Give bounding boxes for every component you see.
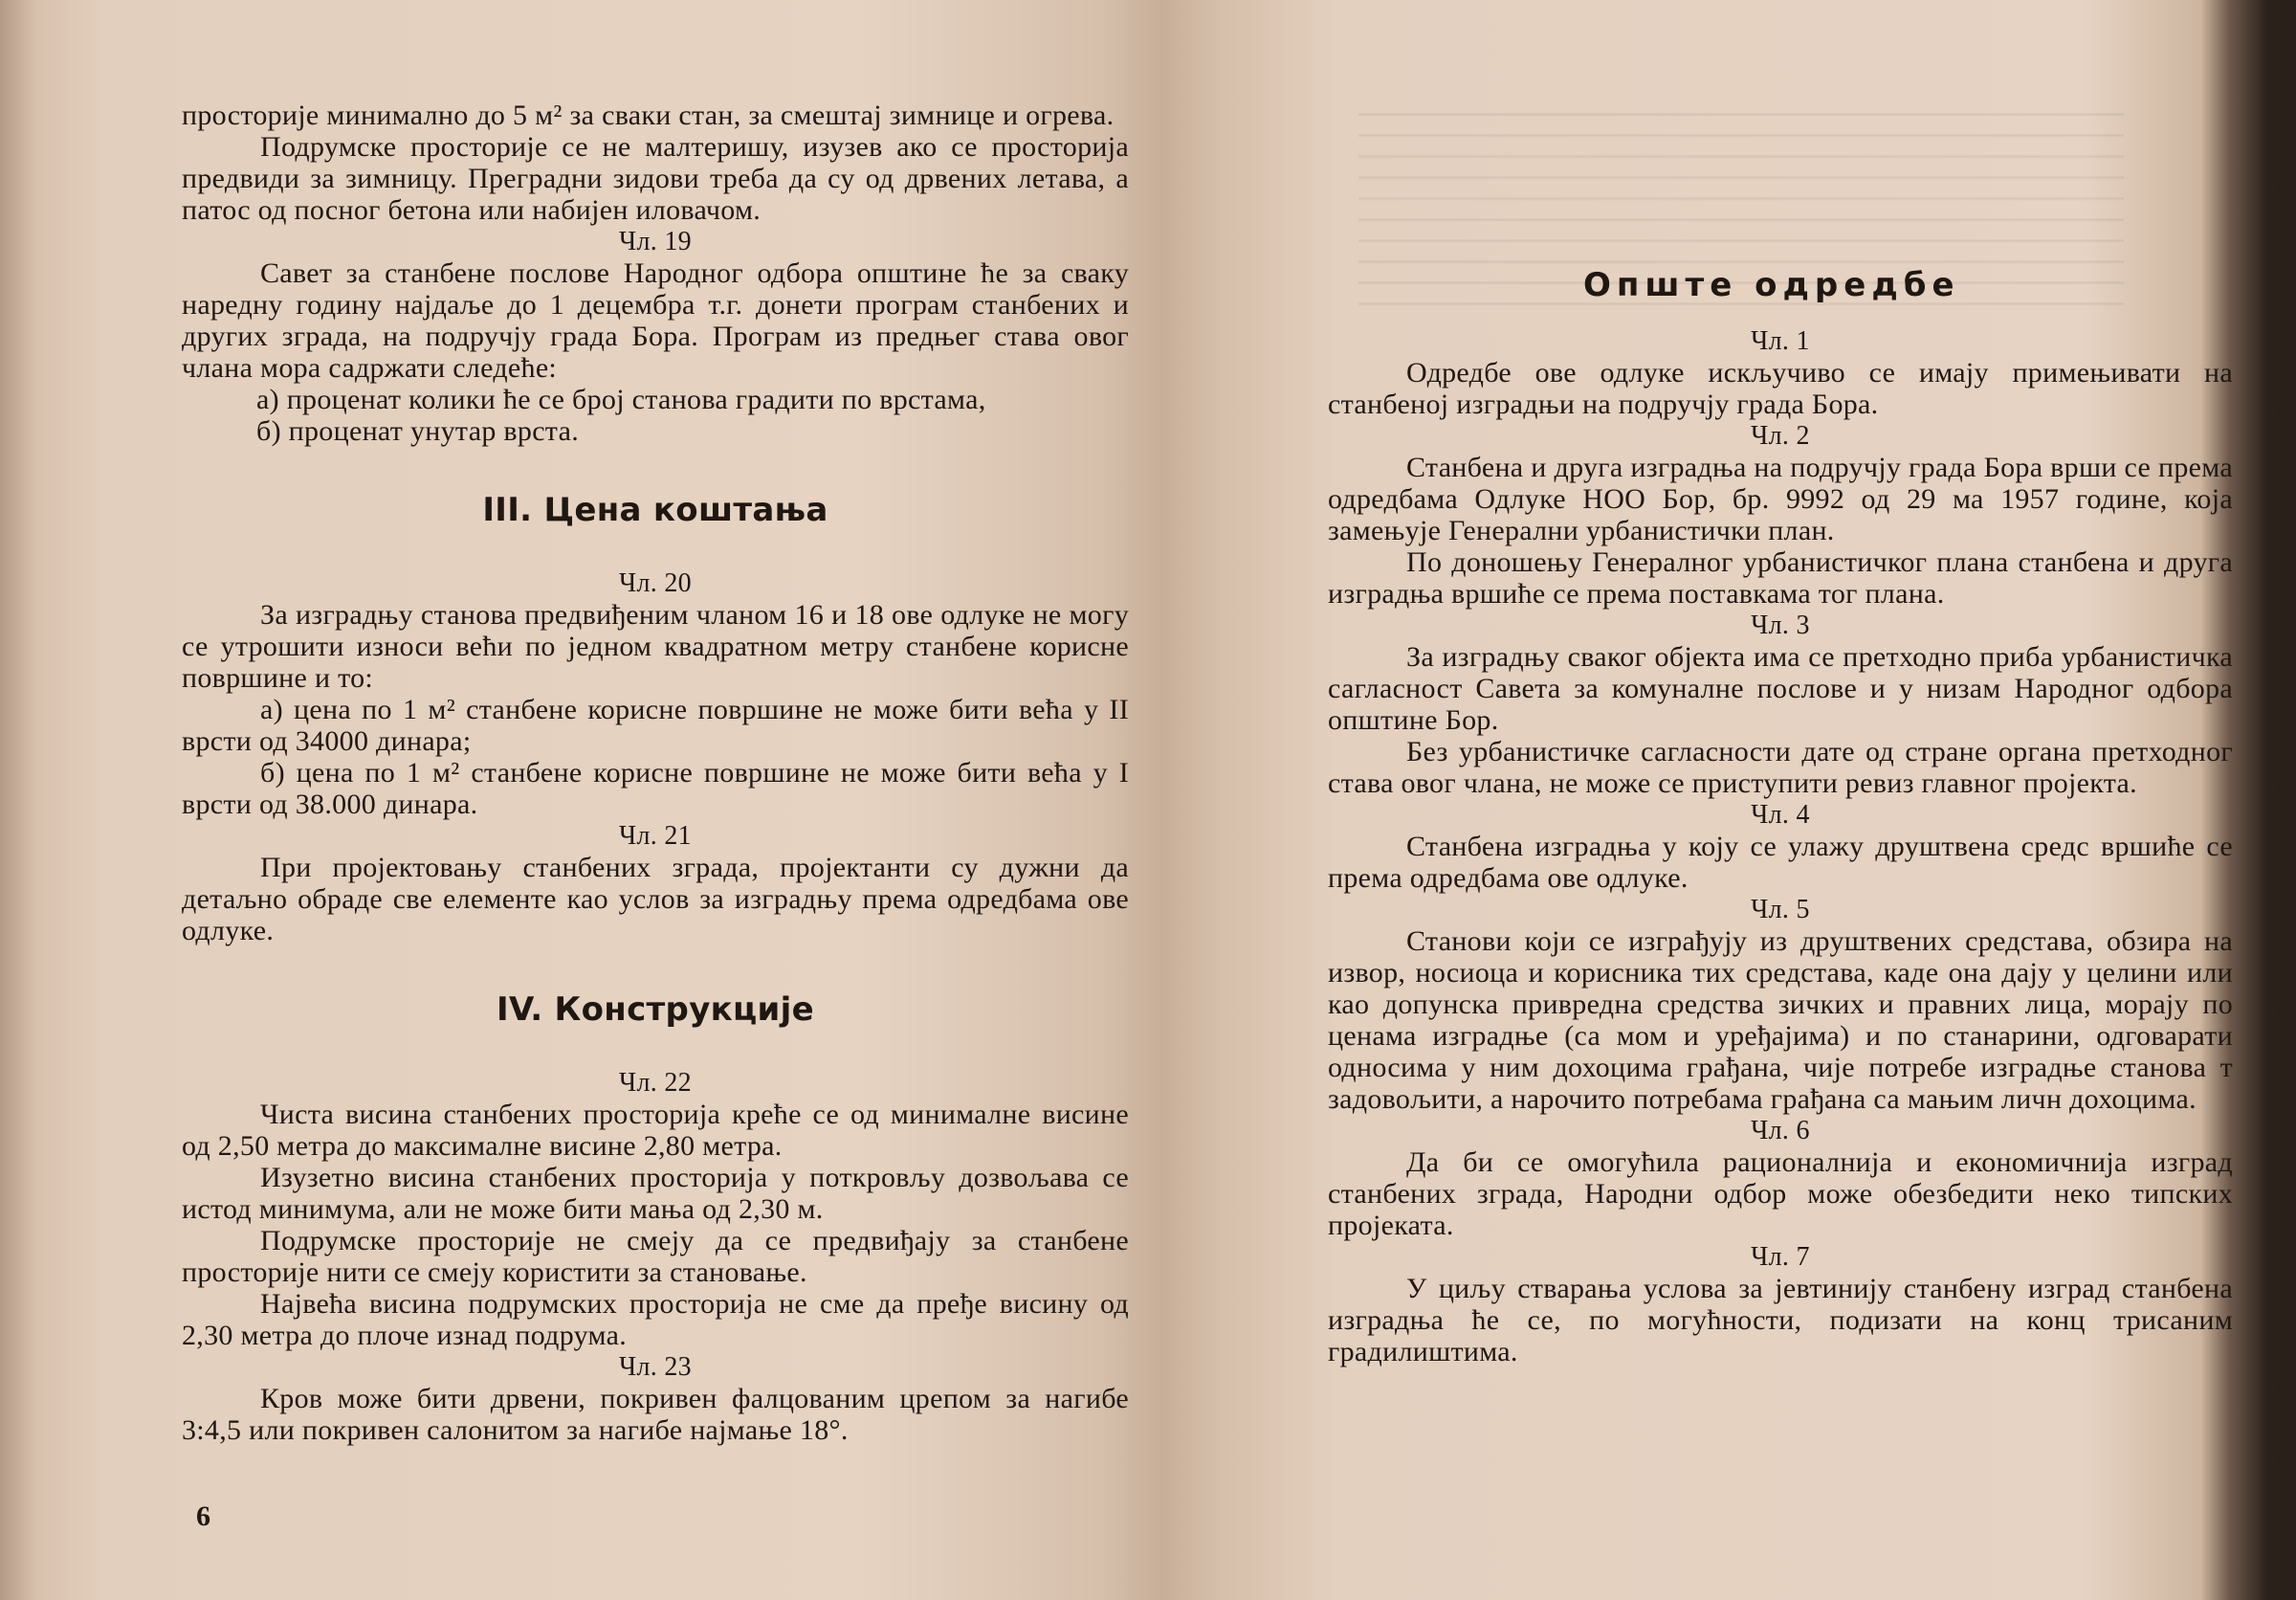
section-title: Опште одредбе xyxy=(1583,266,1960,304)
article-heading: Чл. 1 xyxy=(1751,326,1810,356)
list-item: а) цена по 1 м² станбене корисне површине не може бити већа у II врсти од 34000 динара; xyxy=(182,694,1129,757)
section-title: IV. Конструкције xyxy=(497,990,814,1029)
paragraph: Одредбе ове одлуке искључиво се имају примењивати на станбеној изградњи на подручју града Бора. xyxy=(1328,357,2233,420)
list-item: а) проценат колики ће се број станова градити по врстама, xyxy=(256,384,986,415)
paragraph: За изградњу станова предвиђеним чланом 16 и 18 ове одлуке не могу се утрошити износи већи по једном квадратном метру станбене корисне површине и то: xyxy=(182,599,1129,694)
article-heading: Чл. 4 xyxy=(1751,800,1810,830)
paragraph: Станбена изградња у коју се улажу друштвена средс вршиће се према одредбама ове одлуке. xyxy=(1328,831,2233,894)
page-number: 6 xyxy=(196,1500,210,1532)
list-item: б) цена по 1 м² станбене корисне површине не може бити већа у I врсти од 38.000 динара. xyxy=(182,757,1129,820)
article-heading: Чл. 2 xyxy=(1751,421,1810,451)
article-heading: Чл. 23 xyxy=(619,1352,692,1382)
paragraph: По доношењу Генералног урбанистичког плана станбена и друга изградња вршиће се према поставкама тог плана. xyxy=(1328,546,2233,610)
article-heading: Чл. 5 xyxy=(1751,895,1810,924)
paragraph: За изградњу сваког објекта има се претходно приба урбанистичка сагласност Савета за комуналне послове и у низам Народног одбора општине Бор. xyxy=(1328,641,2233,736)
paragraph: Изузетно висина станбених просторија у поткровљу дозвољава се истод минимума, али не може бити мања од 2,30 м. xyxy=(182,1162,1129,1225)
paragraph: У циљу стварања услова за јевтинију станбену изград станбена изградња ће се, по могућности, подизати на конц трисаним градилиштима. xyxy=(1328,1273,2233,1367)
article-heading: Чл. 3 xyxy=(1751,611,1810,640)
paragraph: Највећа висина подрумских просторија не сме да пређе висину од 2,30 метра до плоче изнад подрума. xyxy=(182,1288,1129,1351)
right-page xyxy=(1328,325,2233,1367)
paragraph: Чиста висина станбених просторија креће се од минималне висине од 2,50 метра до максималне висине 2,80 метра. xyxy=(182,1099,1129,1162)
left-page xyxy=(182,100,1129,1446)
article-heading: Чл. 22 xyxy=(619,1068,692,1098)
article-heading: Чл. 19 xyxy=(619,227,692,256)
article-heading: Чл. 7 xyxy=(1751,1242,1810,1272)
paragraph: Станови који се изграђују из друштвених средстава, обзира на извор, носиоца и корисника тих средстава, каде она дају у целини или као допунска привредна средства зичких и правних лица, морају по ценама изградње (са мом и уређајима) и по станарини, одговарати односима у ним дохоцима грађана, чије потребе изградње станова т задовољити, а нарочито потребама грађана са мањим личн дохоцима. xyxy=(1328,925,2233,1115)
paragraph: Подрумске просторије се не малтеришу, изузев ако се просторија предвиди за зимницу. Преградни зидови треба да су од дрвених летава, а патос од посног бетона или набијен иловачом. xyxy=(182,131,1129,226)
list-item: б) проценат унутар врста. xyxy=(256,415,580,447)
article-heading: Чл. 20 xyxy=(619,568,692,598)
paragraph: Да би се омогућила рационалнија и економичнија изград станбених зграда, Народни одбор може обезбедити неко типских пројеката. xyxy=(1328,1146,2233,1241)
paragraph: Кров може бити дрвени, покривен фалцованим црепом за нагибе 3:4,5 или покривен салонитом за нагибе најмање 18°. xyxy=(182,1383,1129,1446)
paragraph: Без урбанистичке сагласности дате од стране органа претходног става овог члана, не може се приступити ревиз главног пројекта. xyxy=(1328,736,2233,799)
paragraph: Станбена и друга изградња на подручју града Бора врши се према одредбама Одлуке НОО Бор, бр. 9992 од 29 ма 1957 године, која замењује Генерални урбанистички план. xyxy=(1328,452,2233,546)
paragraph: Савет за станбене послове Народног одбора општине ће за сваку наредну годину најдаље до 1 децембра т.г. донети програм станбених и других зграда, на подручју града Бора. Програм из предњег става овог члана мора садржати следеће: xyxy=(182,257,1129,384)
paragraph: При пројектовању станбених зграда, пројектанти су дужни да детаљно обраде све елементе као услов за изградњу према одредбама ове одлуке. xyxy=(182,852,1129,946)
paragraph: просторије минимално до 5 м² за сваки стан, за смештај зимнице и огрева. xyxy=(182,100,1115,131)
paragraph: Подрумске просторије не смеју да се предвиђају за станбене просторије нити се смеју користити за становање. xyxy=(182,1225,1129,1288)
section-title: III. Цена коштања xyxy=(482,491,828,529)
article-heading: Чл. 6 xyxy=(1751,1116,1810,1145)
article-heading: Чл. 21 xyxy=(619,821,692,851)
